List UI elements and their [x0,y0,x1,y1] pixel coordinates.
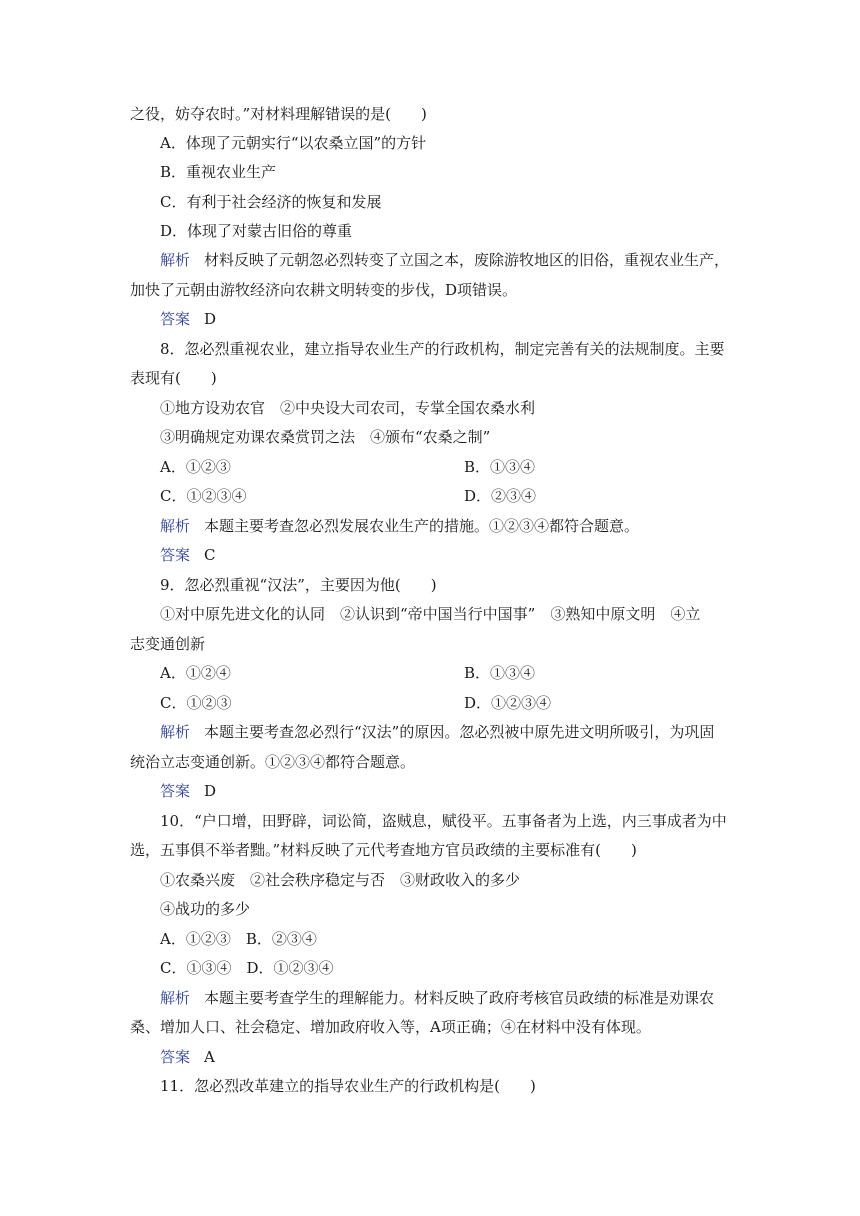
option-d: D．②③④ [464,487,537,505]
options-cd: C．①③④ D．①②③④ [160,959,334,977]
question-9-items: ①对中原先进文化的认同 ②认识到“帝中国当行中国事” ③熟知中原文明 ④立 [160,605,701,623]
options-ab: A．①②③ B．②③④ [160,930,317,948]
option-b: B．①③④ [464,458,536,476]
question-10-stem: 10．“户口增，田野辟，词讼简，盗贼息，赋役平。五事备者为上选，内三事成者为中 [160,812,727,830]
analysis-text: 材料反映了元朝忽必烈转变了立国之本，废除游牧地区的旧俗，重视农业生产， [204,251,730,269]
question-8-stem: 8．忽必烈重视农业，建立指导农业生产的行政机构，制定完善有关的法规制度。主要 [160,340,725,358]
analysis-8 [160,514,639,538]
answer-10 [160,1045,215,1069]
option-b: B．重视农业生产 [160,163,277,181]
option-b: B．①③④ [464,664,536,682]
analysis-label: 解析 [160,517,191,535]
analysis-label: 解析 [160,723,191,741]
option-a: A．①②④ [160,664,231,682]
answer-value: D [204,782,217,800]
analysis-label: 解析 [160,989,191,1007]
answer-7 [160,307,216,331]
question-9-items-cont: 志变通创新 [130,635,206,653]
answer-9 [160,779,216,803]
answer-label: 答案 [160,310,191,328]
analysis-9-cont: 统治立志变通创新。①②③④都符合题意。 [130,753,416,771]
answer-label: 答案 [160,546,191,564]
analysis-10-cont: 桑、增加人口、社会稳定、增加政府收入等，A项正确；④在材料中没有体现。 [130,1018,651,1036]
question-8-items-1: ①地方设劝农官 ②中央设大司农司，专掌全国农桑水利 [160,399,536,417]
question-10-stem-cont: 选，五事俱不举者黜。”材料反映了元代考查地方官员政绩的主要标准有( ) [130,841,637,859]
question-9-stem: 9．忽必烈重视“汉法”，主要因为他( ) [160,576,437,594]
answer-value: D [204,310,217,328]
analysis-text: 本题主要考查忽必烈行“汉法”的原因。忽必烈被中原先进文明所吸引，为巩固 [204,723,715,741]
analysis-text: 本题主要考查忽必烈发展农业生产的措施。①②③④都符合题意。 [204,517,640,535]
option-c: C．有利于社会经济的恢复和发展 [160,193,382,211]
option-c: C．①②③ [160,694,232,712]
option-d: D．①②③④ [464,694,552,712]
answer-label: 答案 [160,1048,191,1066]
question-10-items-2: ④战功的多少 [160,900,251,918]
option-a: A．体现了元朝实行“以农桑立国”的方针 [160,134,427,152]
analysis-9 [160,720,714,744]
answer-label: 答案 [160,782,191,800]
analysis-text: 本题主要考查学生的理解能力。材料反映了政府考核官员政绩的标准是劝课农 [204,989,715,1007]
question-11-stem: 11．忽必烈改革建立的指导农业生产的行政机构是( ) [160,1077,536,1095]
option-a: A．①②③ [160,458,231,476]
question-10-items-1: ①农桑兴废 ②社会秩序稳定与否 ③财政收入的多少 [160,871,521,889]
option-d: D．体现了对蒙古旧俗的尊重 [160,222,353,240]
analysis-7 [160,248,729,272]
question-7-stem-end: 之役，妨夺农时。”对材料理解错误的是( ) [130,105,427,123]
option-c: C．①②③④ [160,487,247,505]
answer-value: A [204,1048,215,1066]
analysis-label: 解析 [160,251,191,269]
analysis-10 [160,986,714,1010]
question-8-stem-cont: 表现有( ) [130,369,217,387]
analysis-7-cont: 加快了元朝由游牧经济向农耕文明转变的步伐，D项错误。 [130,281,518,299]
question-8-items-2: ③明确规定劝课农桑赏罚之法 ④颁布“农桑之制” [160,428,491,446]
answer-8 [160,543,216,567]
answer-value: C [204,546,216,564]
